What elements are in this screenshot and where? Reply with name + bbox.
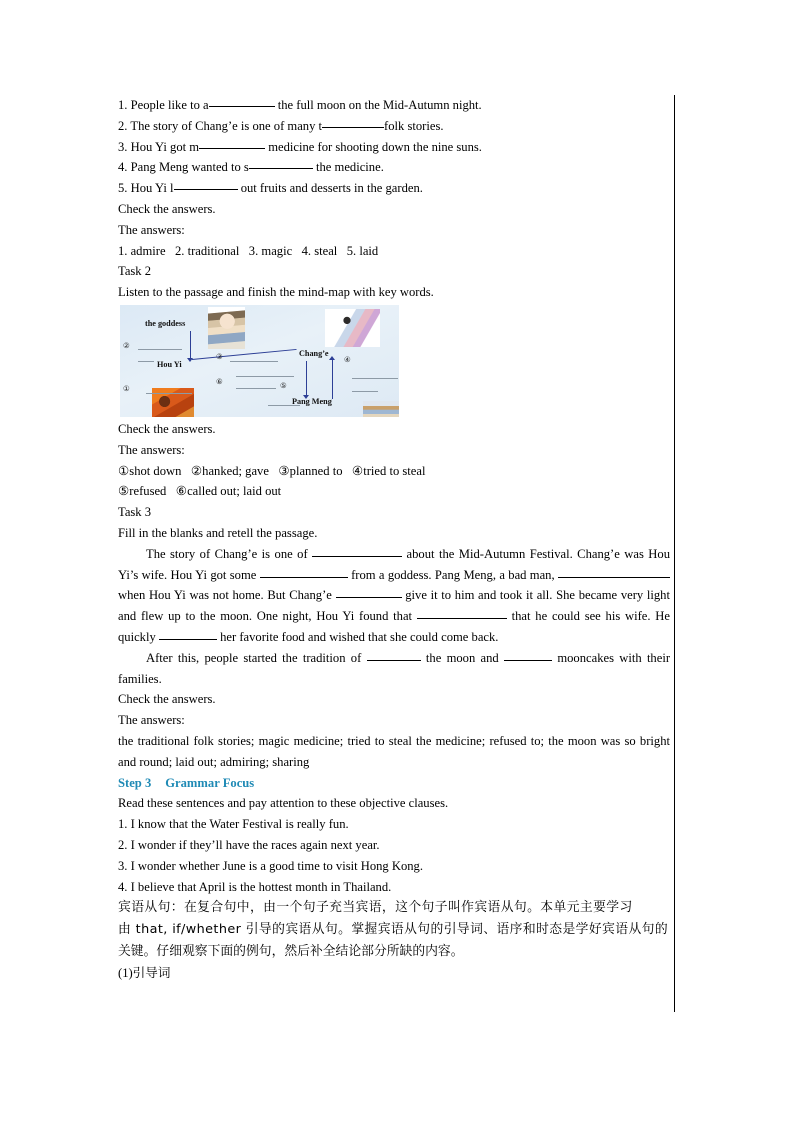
mindmap-blank [236,376,294,377]
mindmap-label-change: Chang’e [299,348,329,358]
mindmap-blank [352,391,378,392]
step3-instruction: Read these sentences and pay attention to these objective clauses. [118,796,449,811]
document-content [118,95,670,984]
task1-check-answers: Check the answers. [118,201,216,216]
answer-blank [199,148,265,149]
question-text-before: Hou Yi l [130,181,174,196]
question-text-after: out fruits and desserts in the garden. [240,181,423,196]
task1-question-4 [118,157,670,178]
task1-question-1 [118,95,670,116]
chinese-note-line-1: 宾语从句：在复合句中，由一个句子充当宾语，这个句子叫作宾语从句。本单元主要学习 [118,900,633,916]
mindmap-label-goddess: the goddess [145,318,186,328]
question-number: 4. [118,160,128,175]
answer-blank [417,618,507,619]
task1-question-3 [118,137,670,158]
mindmap-number-5: ⑤ [280,380,287,390]
goddess-image [208,307,245,349]
paragraph-segment: when Hou Yi was not home. But Chang’e [118,588,332,603]
mindmap-number-6: ⑥ [216,376,223,386]
task2-instruction: Listen to the passage and finish the mind-map with key words. [118,285,434,300]
step3-title: Grammar Focus [165,775,255,790]
step3-label: Step 3 [118,775,152,790]
mindmap-number-1: ① [123,383,130,393]
grammar-sentence-4: 4. I believe that April is the hottest month in Thailand. [118,879,392,894]
mindmap-blank [230,361,278,362]
mindmap-blank [138,361,154,362]
question-text-before: People like to a [130,98,209,112]
task1-question-2 [118,116,670,137]
step3-subsection: (1)引导词 [118,966,171,981]
answer-blank [249,168,313,169]
mindmap-label-houyi: Hou Yi [157,359,182,369]
task3-answers: the traditional folk stories; magic medicine; tried to steal the medicine; refused to; the moon was so bright and round; laid out; admiring; sharing [118,733,670,769]
question-number: 5. [118,181,128,196]
goddess-to-houyi-arrow [190,331,191,359]
question-text-after: the full moon on the Mid-Autumn night. [277,98,482,112]
task3-paragraph-2 [118,648,670,690]
column-rule [674,95,675,1012]
paragraph-segment: that he could see his wife. He quickly [118,609,670,644]
answer-blank [174,189,238,190]
task1-question-5 [118,178,670,199]
answer-blank [260,577,348,578]
task1-answers-label: The answers: [118,222,185,237]
question-text-after: medicine for shooting down the nine suns. [268,139,482,154]
paragraph-segment: After this, people started the tradition of [146,650,362,665]
answer-blank [367,660,421,661]
mindmap-blank [236,388,276,389]
grammar-sentence-1: 1. I know that the Water Festival is really fun. [118,817,349,832]
paragraph-segment: The story of Chang’e is one of [146,546,308,561]
paragraph-segment: give it to him and took it all. She became very light and flew up to the moon. One night, Hou Yi found that [118,588,670,624]
answer-blank [312,556,402,557]
mindmap-blank [138,349,182,350]
task2-heading: Task 2 [118,264,152,279]
question-text-after: folk stories. [384,118,444,133]
flying-changé-image [325,309,380,347]
paragraph-segment: about the Mid-Autumn Festival. Chang’e was Hou Yi’s wife. Hou Yi got some [118,546,670,582]
question-number: 2. [118,118,128,133]
mindmap-blank [146,393,192,394]
grammar-sentence-2: 2. I wonder if they’ll have the races again next year. [118,837,380,852]
task2-check-answers: Check the answers. [118,421,216,436]
task2-answers-line-2: ⑤refused ⑥called out; laid out [118,484,282,499]
mooncake-box-image [363,401,399,417]
answer-blank [159,639,217,640]
question-text-before: The story of Chang’e is one of many t [130,118,323,133]
paragraph-segment: from a goddess. Pang Meng, a bad man, [351,567,555,582]
question-text-before: Pang Meng wanted to s [130,160,249,175]
answer-blank [322,127,384,128]
task3-paragraph-1 [118,544,670,648]
answer-blank [504,660,552,661]
task3-answers-label: The answers: [118,713,185,728]
chinese-note-line-2: 由 that, if/whether 引导的宾语从句。掌握宾语从句的引导词、语序和时态是学好宾语从句的 [118,922,669,938]
houyi-to-change-arrow [192,349,297,360]
question-number: 3. [118,139,128,154]
mindmap-number-4: ④ [344,354,351,364]
paragraph-segment: her favorite food and wished that she could come back. [220,629,499,644]
answer-blank [209,106,275,107]
task3-instruction: Fill in the blanks and retell the passage. [118,525,318,540]
task3-heading: Task 3 [118,505,152,520]
task2-answers-line-1: ①shot down ②hanked; gave ③planned to ④tried to steal [118,463,426,478]
pangmeng-to-change-arrow [332,359,333,399]
task2-answers-label: The answers: [118,442,185,457]
mindmap-number-3: ③ [216,351,223,361]
paragraph-segment: the moon and [425,650,499,665]
paragraph-segment: mooncakes with their families. [118,650,671,686]
arrow-head-icon [329,356,335,360]
task3-check-answers: Check the answers. [118,692,216,707]
change-to-pangmeng-arrow [306,361,307,397]
answer-blank [336,597,402,598]
question-number: 1. [118,98,128,112]
grammar-sentence-3: 3. I wonder whether June is a good time to visit Hong Kong. [118,858,424,873]
answer-blank [558,577,670,578]
mindmap-label-pangmeng: Pang Meng [292,396,332,406]
question-text-before: Hou Yi got m [130,139,200,154]
step3-heading [118,773,670,794]
task1-answers: 1. admire 2. traditional 3. magic 4. steal 5. laid [118,243,379,258]
chinese-note-line-3: 关键。仔细观察下面的例句，然后补全结论部分所缺的内容。 [118,944,464,960]
mindmap-blank [352,378,398,379]
mindmap-number-2: ② [123,340,130,350]
question-text-after: the medicine. [316,160,384,175]
mindmap-figure [120,305,399,417]
